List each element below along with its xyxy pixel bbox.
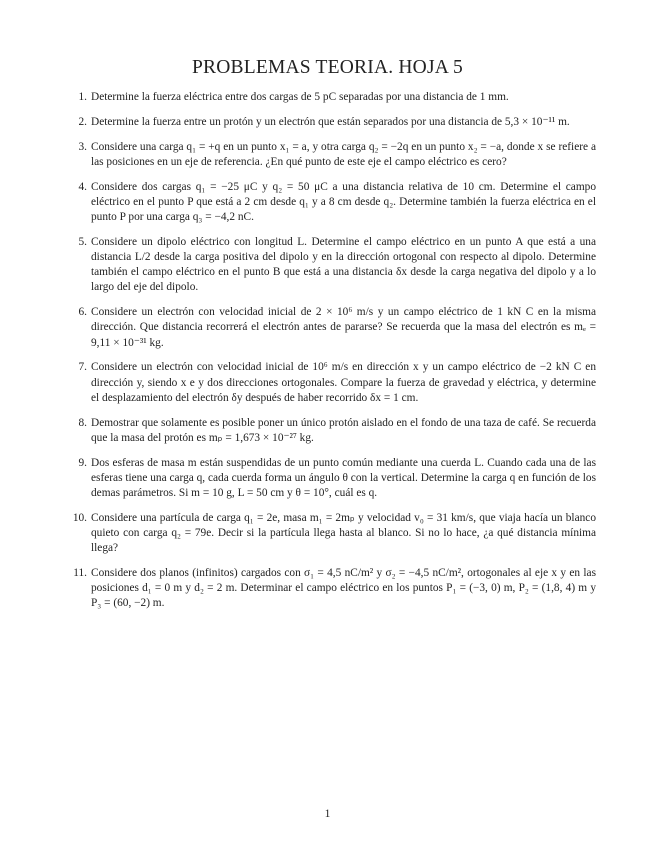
problem-text: Considere una carga q₁ = +q en un punto x₁ = a, y otra carga q₂ = −2q en un punto x₂ = −a, donde x se refiere a las posiciones en un eje de referencia. ¿En qué punto de este eje el campo eléctrico es cero? <box>91 140 596 168</box>
problem-number: 6. <box>78 306 87 319</box>
problem-item <box>70 140 596 170</box>
page-number: 1 <box>324 808 331 820</box>
problem-text: Determine la fuerza eléctrica entre dos cargas de 5 pC separadas por una distancia de 1 mm. <box>91 91 509 103</box>
problem-number: 8. <box>78 416 87 429</box>
problem-number: 7. <box>78 361 87 374</box>
problem-number: 11. <box>73 567 87 580</box>
problem-item <box>70 115 596 130</box>
problem-text: Considere dos planos (infinitos) cargados con σ₁ = 4,5 nC/m² y σ₂ = −4,5 nC/m², ortogonales al eje x y en las posiciones d₁ = 0 m y d₂ = 2 m. Determinar el campo eléctrico en los puntos P₁ = (−3, 0) m, P₂ = (1,8, 4) m y P₃ = (60, −2) m. <box>91 567 596 610</box>
problem-item <box>70 566 596 612</box>
problem-text: Dos esferas de masa m están suspendidas de un punto común mediante una cuerda L. Cuando cada una de las esferas tiene una carga q, cada cuerda forma un ángulo θ con la vertical. Determine la carga q en función de los demas parámetros. Si m = 10 g, L = 50 cm y θ = 10°, cuál es q. <box>91 456 596 500</box>
problem-number: 10. <box>72 511 87 524</box>
problem-item <box>70 360 596 406</box>
problem-number: 3. <box>78 140 87 153</box>
problem-text: Considere un electrón con velocidad inicial de 10⁶ m/s en dirección x y un campo eléctrico de −2 kN C en dirección y, siendo x e y dos direcciones ortogonales. Compare la fuerza de gravedad y eléctrica, y determine el desplazamiento del electrón δy después de haber recorrido δx = 1 cm. <box>91 361 596 404</box>
problem-text: Considere una partícula de carga q₁ = 2e, masa m₁ = 2mₚ y velocidad v₀ = 31 km/s, que viaja hacía un blanco quieto con carga q₂ = 79e. Decir si la partícula llega hasta al blanco. Si no lo hace, ¿a qué distancia mínima llega? <box>91 511 596 555</box>
problem-number: 1. <box>78 91 87 103</box>
problem-item <box>70 90 596 105</box>
problem-number: 9. <box>78 456 87 469</box>
problem-item <box>70 235 596 296</box>
problem-text: Considere dos cargas q₁ = −25 μC y q₂ = 50 μC a una distancia relativa de 10 cm. Determine el campo eléctrico en el punto P que está a 2 cm desde q₁ y a 8 cm desde q₂. Determine también la fuerza eléctrica en el punto P por una carga q₃ = −4,2 nC. <box>91 180 596 223</box>
problem-text: Determine la fuerza entre un protón y un electrón que están separados por una distancia de 5,3 × 10⁻¹¹ m. <box>91 115 570 128</box>
problem-text: Considere un electrón con velocidad inicial de 2 × 10⁶ m/s y un campo eléctrico de 1 kN C en la misma dirección. Que distancia recorrerá el electrón antes de pararse? Se recuerda que la masa del electrón es mₑ = 9,11 × 10⁻³¹ kg. <box>91 306 596 349</box>
problem-text: Considere un dipolo eléctrico con longitud L. Determine el campo eléctrico en un punto A que está a una distancia L/2 desde la carga positiva del dipolo y en la dirección ortogonal con respecto al dipolo. Determine también el campo eléctrico en el punto B que está a una distancia δx desde la carga negativa del dipolo y a lo largo del eje del dipolo. <box>91 235 596 294</box>
problem-item <box>70 511 596 557</box>
problem-item <box>70 180 596 226</box>
problem-number: 2. <box>78 115 87 128</box>
problem-item <box>70 456 596 502</box>
problem-item <box>70 305 596 351</box>
page-title: PROBLEMAS TEORIA. HOJA 5 <box>192 57 463 78</box>
problem-text: Demostrar que solamente es posible poner un único protón aislado en el fondo de una taza de café. Se recuerda que la masa del protón es mₚ = 1,673 × 10⁻²⁷ kg. <box>91 416 596 444</box>
problem-number: 5. <box>78 235 87 248</box>
problem-number: 4. <box>78 180 87 193</box>
problem-list <box>70 90 596 621</box>
problem-item <box>70 416 596 446</box>
